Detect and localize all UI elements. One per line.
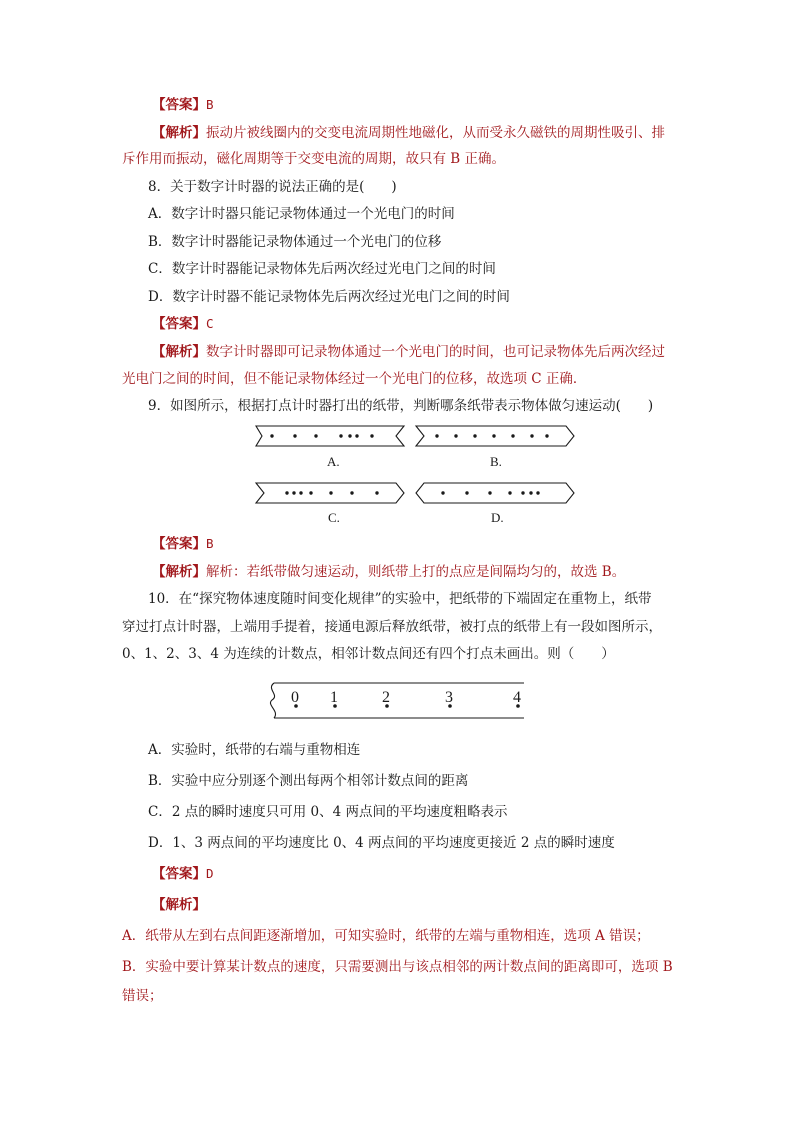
tape-d-outline <box>416 483 574 503</box>
q10-analysis-tag <box>152 896 206 914</box>
tape-a <box>256 426 404 446</box>
analysis-text: 振动片被线圈内的交变电流周期性地磁化，从而受永久磁铁的周期性吸引、排 <box>206 125 665 141</box>
tape-a-dot <box>355 434 358 437</box>
tape-d-dot <box>465 491 468 494</box>
tape-d-dot <box>508 491 511 494</box>
tape-c-dot <box>375 491 378 494</box>
answer-value: B <box>206 97 214 112</box>
analysis-text: 数字计时器即可记录物体通过一个光电门的时间，也可记录物体先后两次经过 <box>206 344 665 360</box>
tape-c-dot <box>350 491 353 494</box>
tape-d <box>416 483 574 503</box>
q8-option-b: B．数字计时器能记录物体通过一个光电门的位移 <box>148 234 442 250</box>
tape-b-dot <box>492 434 495 437</box>
analysis-text: 解析：若纸带做匀速运动，则纸带上打的点应是间隔均匀的，故选 B。 <box>206 564 626 580</box>
analysis-tag: 【解析】 <box>152 344 206 360</box>
q9-analysis <box>152 563 625 581</box>
tape-b-label: B. <box>490 454 502 469</box>
tape-d-dot <box>529 491 532 494</box>
tape-b <box>416 426 574 446</box>
tape-d-dot <box>521 491 524 494</box>
q8-option-d: D．数字计时器不能记录物体先后两次经过光电门之间的时间 <box>148 289 510 305</box>
q10-stem-line1: 10．在“探究物体速度随时间变化规律”的实验中，把纸带的下端固定在重物上，纸带 <box>148 591 652 607</box>
tape-a-dot <box>314 434 317 437</box>
tape-a-outline <box>256 426 404 446</box>
answer-tag: 【答案】 <box>152 866 206 882</box>
count-number-3: 3 <box>445 689 453 706</box>
tape-a-label: A. <box>327 454 340 469</box>
tape-c-dot <box>292 491 295 494</box>
tape-b-dot <box>545 434 548 437</box>
tape-d-label: D. <box>491 510 504 525</box>
q10-option-b: B．实验中应分别逐个测出每两个相邻计数点间的距离 <box>148 773 469 789</box>
q10-analysis-b-line1: B．实验中要计算某计数点的速度，只需要测出与该点相邻的两计数点间的距离即可，选项 B <box>122 959 673 975</box>
tape-c <box>256 483 404 503</box>
analysis-tag: 【解析】 <box>152 897 206 913</box>
q8-stem: 8．关于数字计时器的说法正确的是( ) <box>148 179 397 195</box>
q8-option-a: A．数字计时器只能记录物体通过一个光电门的时间 <box>148 206 455 222</box>
q10-stem-line3: 0、1、2、3、4 为连续的计数点，相邻计数点间还有四个打点未画出。则（ ） <box>122 646 615 662</box>
analysis-tag: 【解析】 <box>152 564 206 580</box>
tape-c-dot <box>309 491 312 494</box>
tape-c-dot <box>329 491 332 494</box>
q10-option-d: D．1、3 两点间的平均速度比 0、4 两点间的平均速度更接近 2 点的瞬时速度 <box>148 835 615 851</box>
count-number-2: 2 <box>382 689 390 706</box>
analysis-tag: 【解析】 <box>152 125 206 141</box>
q10-tape <box>270 683 524 718</box>
answer-tag: 【答案】 <box>152 97 206 113</box>
q9-answer <box>152 535 214 553</box>
tape-b-dot <box>473 434 476 437</box>
q10-stem-line2: 穿过打点计时器，上端用手提着，接通电源后释放纸带，被打点的纸带上有一段如图所示， <box>122 619 662 635</box>
tape-b-dot <box>454 434 457 437</box>
q10-answer <box>152 865 214 883</box>
tape-c-dot <box>299 491 302 494</box>
count-number-0: 0 <box>291 689 299 706</box>
tape-torn-left-edge <box>270 683 275 718</box>
tape-a-dot <box>339 434 342 437</box>
tape-a-dot <box>370 434 373 437</box>
q8-analysis-line2: 光电门之间的时间，但不能记录物体经过一个光电门的位移，故选项 C 正确． <box>122 371 587 387</box>
answer-value: D <box>206 866 214 881</box>
q10-analysis-a: A．纸带从左到右点间距逐渐增加，可知实验时，纸带的左端与重物相连，选项 A 错误； <box>122 928 650 944</box>
tape-c-label: C. <box>328 510 340 525</box>
tape-d-dot <box>441 491 444 494</box>
q9-stem: 9．如图所示，根据打点计时器打出的纸带，判断哪条纸带表示物体做匀速运动( ) <box>148 398 654 414</box>
q7-analysis-line2: 斥作用而振动，磁化周期等于交变电流的周期，故只有 B 正确。 <box>122 151 506 167</box>
q8-option-c: C．数字计时器能记录物体先后两次经过光电门之间的时间 <box>148 261 496 277</box>
tape-b-dot <box>435 434 438 437</box>
tape-b-dot <box>530 434 533 437</box>
q10-option-a: A．实验时，纸带的右端与重物相连 <box>148 742 361 758</box>
tape-b-dot <box>511 434 514 437</box>
count-number-4: 4 <box>513 689 521 706</box>
answer-value: C <box>206 316 214 331</box>
tape-c-dot <box>285 491 288 494</box>
q10-option-c: C．2 点的瞬时速度只可用 0、4 两点间的平均速度粗略表示 <box>148 804 508 820</box>
tape-d-dot <box>536 491 539 494</box>
answer-tag: 【答案】 <box>152 316 206 332</box>
answer-value: B <box>206 536 214 551</box>
tape-d-dot <box>488 491 491 494</box>
count-number-1: 1 <box>330 689 338 706</box>
tape-a-dot <box>293 434 296 437</box>
answer-tag: 【答案】 <box>152 536 206 552</box>
q10-analysis-b-line2: 错误； <box>122 988 163 1004</box>
tape-a-dot <box>348 434 351 437</box>
tape-a-dot <box>270 434 273 437</box>
